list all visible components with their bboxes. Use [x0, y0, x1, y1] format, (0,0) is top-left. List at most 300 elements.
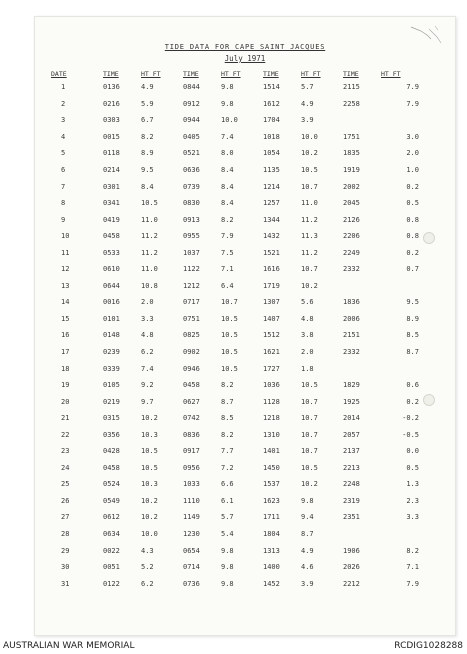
cell-ht-1: 5.9 [141, 99, 154, 108]
cell-ht-4: 0.7 [406, 265, 419, 274]
cell-ht-2: 7.1 [221, 265, 234, 274]
table-row [51, 96, 419, 113]
cell-ht-3: 4.8 [301, 314, 314, 323]
cell-time-4: 2151 [343, 331, 360, 340]
tide-table [51, 68, 419, 592]
cell-ht-2: 10.5 [221, 364, 238, 373]
cell-time-3: 1214 [263, 182, 280, 191]
cell-ht-2: 8.2 [221, 430, 234, 439]
cell-ht-1: 5.2 [141, 563, 154, 572]
cell-ht-1: 10.5 [141, 199, 158, 208]
table-row [51, 79, 419, 96]
cell-time-1: 0524 [103, 480, 120, 489]
punch-hole [423, 394, 435, 406]
table-row [51, 211, 419, 228]
cell-ht-3: 8.7 [301, 530, 314, 539]
cell-ht-2: 9.8 [221, 579, 234, 588]
cell-ht-2: 9.8 [221, 99, 234, 108]
cell-date: 24 [61, 463, 70, 472]
cell-time-2: 1122 [183, 265, 200, 274]
cell-date: 23 [61, 447, 70, 456]
column-header-time-4: TIME [343, 69, 359, 78]
cell-time-3: 1450 [263, 463, 280, 472]
cell-ht-2: 5.7 [221, 513, 234, 522]
cell-ht-4: 0.0 [406, 447, 419, 456]
cell-ht-4 [381, 360, 419, 377]
cell-ht-4: 9.5 [406, 298, 419, 307]
cell-time-2: 1037 [183, 248, 200, 257]
cell-time-3: 1313 [263, 546, 280, 555]
cell-ht-2: 6.6 [221, 480, 234, 489]
cell-ht-2: 7.9 [221, 232, 234, 241]
cell-time-2: 0636 [183, 166, 200, 174]
table-row [51, 460, 419, 477]
cell-ht-2: 8.5 [221, 414, 234, 423]
cell-time-3: 1018 [263, 132, 280, 141]
cell-date: 22 [61, 430, 70, 439]
cell-time-2: 0627 [183, 397, 200, 406]
cell-ht-3: 11.3 [301, 232, 318, 241]
cell-ht-4: 8.5 [406, 331, 419, 340]
cell-date: 29 [61, 546, 70, 555]
cell-date: 1 [61, 83, 66, 92]
cell-time-2: 0742 [183, 414, 200, 423]
cell-time-1: 0051 [103, 563, 120, 572]
cell-time-3: 1623 [263, 496, 280, 505]
table-row [51, 278, 419, 295]
cell-ht-1: 9.2 [141, 381, 154, 390]
cell-time-2: 0844 [183, 83, 200, 92]
cell-ht-4: 0.6 [406, 381, 419, 390]
cell-time-2: 0654 [183, 546, 200, 555]
cell-date: 7 [61, 182, 66, 191]
cell-ht-1: 10.5 [141, 463, 158, 472]
cell-time-3: 1621 [263, 348, 280, 357]
cell-time-1: 0419 [103, 215, 120, 224]
cell-ht-3: 10.5 [301, 463, 318, 472]
cell-ht-1: 11.2 [141, 232, 158, 241]
cell-time-2: 0955 [183, 232, 200, 241]
table-row [51, 244, 419, 261]
cell-date: 30 [61, 563, 70, 572]
cell-ht-1: 2.0 [141, 298, 154, 307]
cell-ht-1: 11.0 [141, 215, 158, 224]
table-row [51, 344, 419, 361]
cell-time-1: 0533 [103, 248, 120, 257]
cell-ht-4: 8.2 [406, 546, 419, 555]
cell-ht-4: 2.0 [406, 149, 419, 158]
cell-ht-4: 3.3 [406, 513, 419, 522]
cell-time-4: 1906 [343, 546, 360, 555]
cell-ht-4: 8.9 [406, 314, 419, 323]
cell-time-2: 0946 [183, 364, 200, 373]
cell-time-4: 2006 [343, 314, 360, 323]
cell-ht-1: 3.3 [141, 314, 154, 323]
cell-ht-4: 0.2 [406, 397, 419, 406]
cell-date: 14 [61, 298, 70, 307]
footer-reference: RCDIG1028288 [394, 641, 463, 651]
cell-time-1: 0458 [103, 463, 120, 472]
cell-ht-2: 9.8 [221, 83, 234, 92]
cell-time-1: 0644 [103, 281, 120, 290]
cell-ht-1: 8.9 [141, 149, 154, 158]
table-row [51, 261, 419, 278]
cell-time-2: 0902 [183, 348, 200, 357]
cell-ht-3: 10.7 [301, 182, 318, 191]
table-row [51, 178, 419, 195]
cell-time-4: 2126 [343, 215, 360, 224]
cell-ht-2: 8.2 [221, 381, 234, 390]
cell-ht-3: 10.7 [301, 397, 318, 406]
cell-time-1: 0612 [103, 513, 120, 522]
cell-time-3: 1054 [263, 149, 280, 158]
cell-ht-4: 0.5 [406, 463, 419, 472]
cell-ht-4: 0.2 [406, 182, 419, 191]
cell-ht-4: 1.3 [406, 480, 419, 489]
column-header-ht-1: HT FT [141, 69, 161, 78]
cell-ht-1: 4.8 [141, 331, 154, 340]
cell-ht-3: 11.2 [301, 215, 318, 224]
cell-time-3: 1727 [263, 364, 280, 373]
cell-time-3: 1711 [263, 513, 280, 522]
cell-ht-2: 10.5 [221, 348, 238, 357]
cell-time-4 [343, 526, 381, 543]
cell-date: 19 [61, 381, 70, 390]
cell-time-3: 1704 [263, 116, 280, 125]
cell-ht-2: 9.8 [221, 546, 234, 555]
cell-ht-1: 6.7 [141, 116, 154, 125]
cell-ht-1: 10.2 [141, 414, 158, 423]
table-row [51, 145, 419, 162]
cell-time-4: 2258 [343, 99, 360, 108]
cell-ht-2: 8.4 [221, 166, 234, 174]
cell-time-2: 0458 [183, 381, 200, 390]
cell-time-2: 0913 [183, 215, 200, 224]
cell-time-3: 1514 [263, 83, 280, 92]
cell-ht-1: 11.2 [141, 248, 158, 257]
cell-ht-4: 0.8 [406, 215, 419, 224]
cell-ht-4 [381, 278, 419, 295]
cell-time-2: 0912 [183, 99, 200, 108]
cell-time-1: 0610 [103, 265, 120, 274]
table-row [51, 112, 419, 129]
cell-date: 6 [61, 166, 66, 174]
cell-date: 10 [61, 232, 70, 241]
cell-time-2: 0405 [183, 132, 200, 141]
cell-ht-2: 10.5 [221, 331, 238, 340]
cell-date: 27 [61, 513, 70, 522]
cell-date: 15 [61, 314, 70, 323]
tide-table-body [51, 79, 419, 592]
cell-ht-2: 9.8 [221, 563, 234, 572]
cell-time-4: 2332 [343, 265, 360, 274]
cell-time-4: 2115 [343, 83, 360, 92]
cell-ht-3: 5.6 [301, 298, 314, 307]
cell-time-4: 1835 [343, 149, 360, 158]
cell-ht-1: 9.5 [141, 166, 154, 174]
table-row [51, 228, 419, 245]
cell-ht-1: 10.0 [141, 530, 158, 539]
column-header-time-2: TIME [183, 69, 199, 78]
cell-time-3: 1307 [263, 298, 280, 307]
cell-date: 21 [61, 414, 70, 423]
cell-time-4: 2014 [343, 414, 360, 423]
cell-ht-1: 6.2 [141, 579, 154, 588]
cell-ht-1: 9.7 [141, 397, 154, 406]
cell-time-4: 2057 [343, 430, 360, 439]
cell-date: 17 [61, 348, 70, 357]
cell-ht-2: 10.0 [221, 116, 238, 125]
cell-ht-1: 11.0 [141, 265, 158, 274]
cell-ht-4: 7.9 [406, 579, 419, 588]
cell-ht-2: 7.5 [221, 248, 234, 257]
cell-ht-2: 6.1 [221, 496, 234, 505]
cell-time-4: 1751 [343, 132, 360, 141]
cell-ht-4: 7.9 [406, 99, 419, 108]
cell-date: 26 [61, 496, 70, 505]
cell-time-1: 0016 [103, 298, 120, 307]
cell-ht-2: 6.4 [221, 281, 234, 290]
table-header-row [51, 68, 419, 79]
cell-time-3: 1407 [263, 314, 280, 323]
cell-time-4: 1919 [343, 166, 360, 174]
cell-ht-3: 10.2 [301, 149, 318, 158]
cell-time-2: 0825 [183, 331, 200, 340]
cell-date: 31 [61, 579, 70, 588]
cell-time-3: 1128 [263, 397, 280, 406]
cell-ht-3: 10.7 [301, 414, 318, 423]
cell-time-4: 2213 [343, 463, 360, 472]
cell-time-3: 1804 [263, 530, 280, 539]
cell-time-4: 2026 [343, 563, 360, 572]
cell-time-4: 2249 [343, 248, 360, 257]
cell-ht-1: 4.3 [141, 546, 154, 555]
cell-time-1: 0022 [103, 546, 120, 555]
cell-ht-3: 10.7 [301, 430, 318, 439]
column-header-time-1: TIME [103, 69, 119, 78]
cell-ht-3: 4.9 [301, 546, 314, 555]
cell-date: 5 [61, 149, 66, 158]
cell-ht-3: 2.0 [301, 348, 314, 357]
cell-time-4: 2045 [343, 199, 360, 208]
cell-ht-3: 10.0 [301, 132, 318, 141]
cell-time-1: 0219 [103, 397, 120, 406]
cell-ht-1: 10.3 [141, 430, 158, 439]
cell-time-1: 0136 [103, 83, 120, 92]
cell-ht-4: 7.9 [406, 83, 419, 92]
column-header-time-3: TIME [263, 69, 279, 78]
cell-ht-3: 3.9 [301, 116, 314, 125]
cell-time-2: 0736 [183, 579, 200, 588]
cell-ht-1: 10.5 [141, 447, 158, 456]
cell-ht-3: 9.4 [301, 513, 314, 522]
cell-date: 16 [61, 331, 70, 340]
cell-time-1: 0122 [103, 579, 120, 588]
cell-ht-3: 10.5 [301, 166, 318, 174]
cell-ht-3: 10.5 [301, 381, 318, 390]
table-row [51, 559, 419, 576]
cell-time-4: 2332 [343, 348, 360, 357]
cell-ht-2: 10.5 [221, 314, 238, 323]
cell-time-4: 1836 [343, 298, 360, 307]
cell-ht-3: 10.7 [301, 265, 318, 274]
column-header-ht-3: HT FT [301, 69, 321, 78]
cell-ht-1: 10.2 [141, 496, 158, 505]
cell-time-4: 1829 [343, 381, 360, 390]
document-title: TIDE DATA FOR CAPE SAINT JACQUES [164, 43, 326, 51]
cell-ht-2: 7.7 [221, 447, 234, 456]
table-row [51, 162, 419, 179]
cell-time-1: 0105 [103, 381, 120, 390]
cell-ht-2: 8.4 [221, 199, 234, 208]
cell-time-3: 1401 [263, 447, 280, 456]
table-row [51, 493, 419, 510]
cell-time-1: 0339 [103, 364, 120, 373]
cell-ht-4: 0.5 [406, 199, 419, 208]
cell-ht-3: 5.7 [301, 83, 314, 92]
cell-time-1: 0216 [103, 99, 120, 108]
cell-time-2: 0830 [183, 199, 200, 208]
cell-time-2: 1149 [183, 513, 200, 522]
cell-time-3: 1452 [263, 579, 280, 588]
cell-ht-4: 2.3 [406, 496, 419, 505]
cell-ht-2: 8.0 [221, 149, 234, 158]
cell-ht-1: 6.2 [141, 348, 154, 357]
cell-time-1: 0315 [103, 414, 120, 423]
cell-time-2: 0956 [183, 463, 200, 472]
cell-ht-4: -0.5 [402, 430, 419, 439]
cell-time-1: 0458 [103, 232, 120, 241]
cell-date: 20 [61, 397, 70, 406]
cell-date: 4 [61, 132, 66, 141]
footer [0, 640, 467, 654]
cell-time-1: 0428 [103, 447, 120, 456]
table-row [51, 443, 419, 460]
cell-ht-2: 5.4 [221, 530, 234, 539]
cell-time-4 [343, 360, 381, 377]
table-row [51, 360, 419, 377]
cell-time-3: 1344 [263, 215, 280, 224]
cell-date: 12 [61, 265, 70, 274]
cell-time-4: 1925 [343, 397, 360, 406]
table-row [51, 575, 419, 592]
column-header-date: DATE [51, 69, 67, 78]
cell-date: 11 [61, 248, 70, 257]
cell-ht-4 [381, 526, 419, 543]
cell-time-4 [343, 112, 381, 129]
cell-date: 3 [61, 116, 66, 125]
cell-ht-2: 7.4 [221, 132, 234, 141]
cell-time-3: 1135 [263, 166, 280, 174]
cell-time-3: 1310 [263, 430, 280, 439]
cell-ht-2: 8.4 [221, 182, 234, 191]
table-row [51, 327, 419, 344]
cell-time-3: 1521 [263, 248, 280, 257]
punch-hole [423, 232, 435, 244]
cell-time-2: 0836 [183, 430, 200, 439]
footer-source: AUSTRALIAN WAR MEMORIAL [3, 641, 135, 651]
table-row [51, 393, 419, 410]
table-row [51, 509, 419, 526]
cell-ht-4: 0.8 [406, 232, 419, 241]
cell-ht-3: 4.6 [301, 563, 314, 572]
cell-time-3: 1432 [263, 232, 280, 241]
cell-time-3: 1218 [263, 414, 280, 423]
cell-ht-1: 10.2 [141, 513, 158, 522]
cell-time-4 [343, 278, 381, 295]
cell-time-2: 0521 [183, 149, 200, 158]
cell-time-2: 0751 [183, 314, 200, 323]
cell-time-2: 1033 [183, 480, 200, 489]
table-row [51, 129, 419, 146]
column-header-ht-2: HT FT [221, 69, 241, 78]
cell-date: 25 [61, 480, 70, 489]
cell-time-3: 1036 [263, 381, 280, 390]
table-row [51, 377, 419, 394]
cell-time-3: 1512 [263, 331, 280, 340]
cell-ht-2: 8.7 [221, 397, 234, 406]
cell-ht-2: 10.7 [221, 298, 238, 307]
cell-ht-3: 4.9 [301, 99, 314, 108]
cell-ht-1: 8.2 [141, 132, 154, 141]
cell-time-1: 0549 [103, 496, 120, 505]
cell-ht-3: 10.2 [301, 281, 318, 290]
cell-date: 28 [61, 530, 70, 539]
cell-ht-3: 10.7 [301, 447, 318, 456]
table-row [51, 542, 419, 559]
cell-time-2: 0717 [183, 298, 200, 307]
table-row [51, 526, 419, 543]
column-header-ht-4: HT FT [381, 69, 401, 78]
cell-ht-3: 3.8 [301, 331, 314, 340]
cell-time-3: 1616 [263, 265, 280, 274]
document-page [34, 16, 456, 636]
cell-ht-1: 10.3 [141, 480, 158, 489]
table-row [51, 311, 419, 328]
cell-ht-3: 11.0 [301, 199, 318, 208]
cell-date: 2 [61, 99, 66, 108]
cell-time-3: 1612 [263, 99, 280, 108]
cell-time-2: 0739 [183, 182, 200, 191]
cell-time-2: 0944 [183, 116, 200, 125]
cell-time-3: 1537 [263, 480, 280, 489]
cell-time-3: 1400 [263, 563, 280, 572]
cell-date: 13 [61, 281, 70, 290]
cell-date: 9 [61, 215, 66, 224]
cell-time-2: 1110 [183, 496, 200, 505]
cell-time-1: 0015 [103, 132, 120, 141]
cell-ht-3: 10.2 [301, 480, 318, 489]
table-row [51, 195, 419, 212]
cell-time-4: 2002 [343, 182, 360, 191]
cell-time-2: 1230 [183, 530, 200, 539]
cell-time-2: 1212 [183, 281, 200, 290]
cell-ht-2: 8.2 [221, 215, 234, 224]
table-row [51, 476, 419, 493]
cell-ht-4 [381, 112, 419, 129]
cell-date: 18 [61, 364, 70, 373]
cell-ht-3: 11.2 [301, 248, 318, 257]
cell-time-1: 0634 [103, 530, 120, 539]
cell-time-1: 0214 [103, 166, 120, 174]
cell-time-3: 1719 [263, 281, 280, 290]
cell-time-3: 1257 [263, 199, 280, 208]
cell-ht-4: -0.2 [402, 414, 419, 423]
cell-time-1: 0148 [103, 331, 120, 340]
cell-time-1: 0303 [103, 116, 120, 125]
cell-time-2: 0714 [183, 563, 200, 572]
cell-ht-2: 7.2 [221, 463, 234, 472]
